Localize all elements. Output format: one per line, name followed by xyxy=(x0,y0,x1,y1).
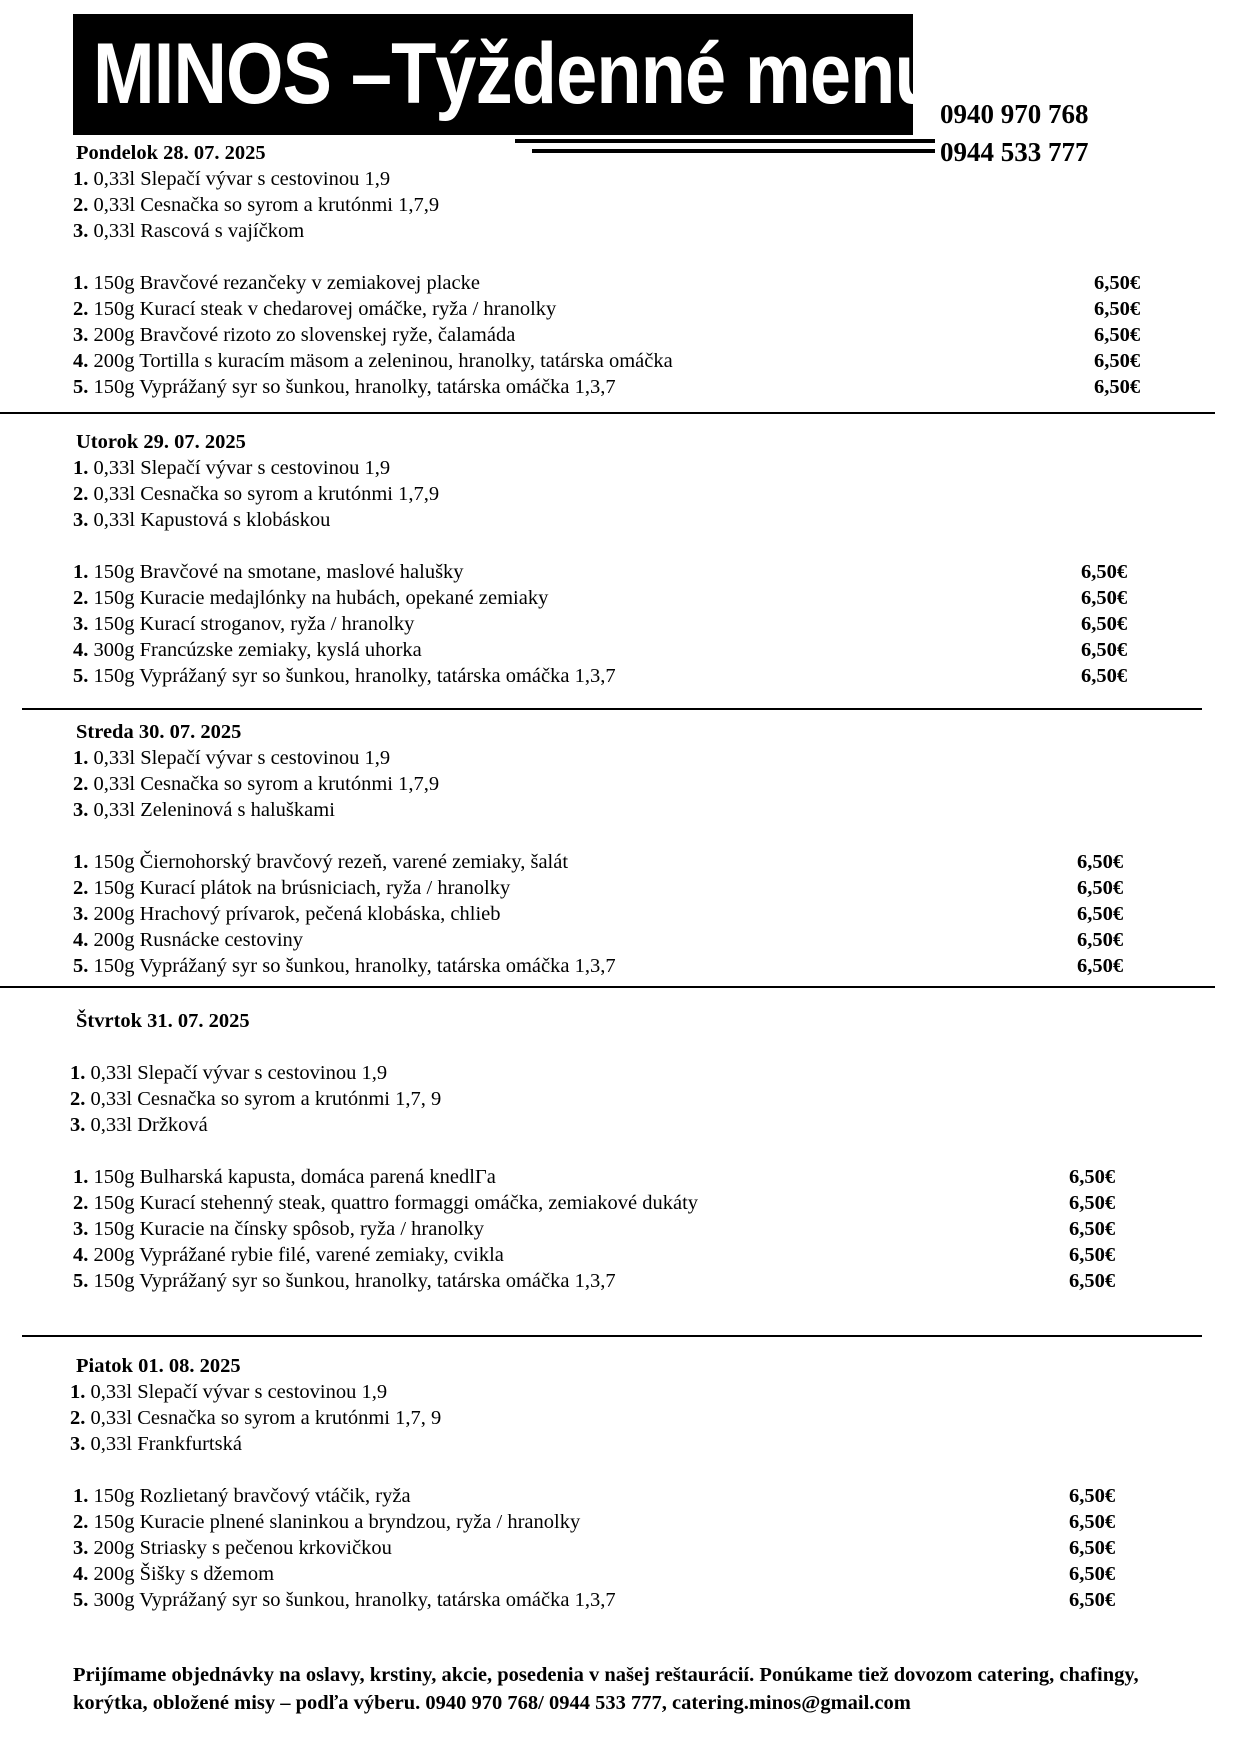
item-description: 200g Hrachový prívarok, pečená klobáska, chlieb xyxy=(88,903,501,925)
item-price: 6,50€ xyxy=(1069,1563,1116,1585)
item-description: 150g Kuracie plnené slaninkou a bryndzou, ryža / hranolky xyxy=(88,1511,581,1533)
item-number: 4. xyxy=(73,639,89,661)
item-description: 150g Kurací stroganov, ryža / hranolky xyxy=(88,613,415,635)
item-number: 3. xyxy=(73,799,89,821)
soup-item xyxy=(0,797,1241,823)
spacer xyxy=(0,1457,1241,1483)
item-price: 6,50€ xyxy=(1094,324,1141,346)
spacer xyxy=(0,1034,1241,1060)
item-number: 1. xyxy=(73,747,89,769)
day-date: Štvrtok 31. 07. 2025 xyxy=(76,1010,250,1032)
main-dish-item xyxy=(0,901,1241,927)
item-number: 1. xyxy=(73,272,89,294)
item-price: 6,50€ xyxy=(1069,1192,1116,1214)
day-title xyxy=(0,140,1241,166)
item-description: 200g Bravčové rizoto zo slovenskej ryže, čalamáda xyxy=(88,324,516,346)
main-dish-item-text xyxy=(73,1216,484,1242)
item-description: 0,33l Cesnačka so syrom a krutónmi 1,7, 9 xyxy=(85,1407,442,1429)
main-dish-item xyxy=(0,1268,1241,1294)
main-dish-item-text xyxy=(73,585,548,611)
item-number: 1. xyxy=(73,561,89,583)
item-number: 3. xyxy=(73,613,89,635)
item-description: 150g Vyprážaný syr so šunkou, hranolky, tatárska omáčka 1,3,7 xyxy=(88,376,616,398)
main-dish-item xyxy=(0,953,1241,979)
soup-item xyxy=(0,166,1241,192)
item-description: 0,33l Rascová s vajíčkom xyxy=(88,220,305,242)
main-dish-item-text xyxy=(73,875,510,901)
item-description: 0,33l Zeleninová s haluškami xyxy=(88,799,335,821)
day-date: Pondelok 28. 07. 2025 xyxy=(76,142,266,164)
item-price: 6,50€ xyxy=(1077,851,1124,873)
item-number: 3. xyxy=(73,324,89,346)
soup-item-text xyxy=(70,1431,242,1457)
item-number: 3. xyxy=(70,1433,86,1455)
day-section xyxy=(0,719,1241,979)
main-dish-item xyxy=(0,374,1241,400)
soup-item-text xyxy=(70,1379,387,1405)
item-description: 150g Kurací stehenný steak, quattro formaggi omáčka, zemiakové dukáty xyxy=(88,1192,699,1214)
item-price: 6,50€ xyxy=(1069,1537,1116,1559)
item-price: 6,50€ xyxy=(1081,561,1128,583)
item-number: 2. xyxy=(73,483,89,505)
soup-item-text xyxy=(70,1060,387,1086)
item-price: 6,50€ xyxy=(1077,903,1124,925)
item-number: 2. xyxy=(73,587,89,609)
main-dish-item-text xyxy=(73,1483,411,1509)
item-description: 200g Šišky s džemom xyxy=(88,1563,275,1585)
item-price: 6,50€ xyxy=(1077,929,1124,951)
day-date: Utorok 29. 07. 2025 xyxy=(76,431,246,453)
day-date: Piatok 01. 08. 2025 xyxy=(76,1355,241,1377)
day-section xyxy=(0,140,1241,400)
item-price: 6,50€ xyxy=(1069,1511,1116,1533)
day-section xyxy=(0,429,1241,689)
soup-item xyxy=(0,507,1241,533)
spacer xyxy=(0,823,1241,849)
item-description: 200g Rusnácke cestoviny xyxy=(88,929,304,951)
item-number: 2. xyxy=(73,1511,89,1533)
item-description: 150g Kurací steak v chedarovej omáčke, ryža / hranolky xyxy=(88,298,557,320)
item-description: 300g Vyprážaný syr so šunkou, hranolky, tatárska omáčka 1,3,7 xyxy=(88,1589,616,1611)
soup-item xyxy=(0,1405,1241,1431)
item-price: 6,50€ xyxy=(1081,665,1128,687)
day-section xyxy=(0,1353,1241,1613)
item-price: 6,50€ xyxy=(1069,1166,1116,1188)
day-title xyxy=(0,1353,1241,1379)
soup-item xyxy=(0,218,1241,244)
item-description: 150g Kuracie medajlónky na hubách, opekané zemiaky xyxy=(88,587,549,609)
day-separator xyxy=(22,708,1202,710)
soup-item-text xyxy=(73,218,304,244)
item-price: 6,50€ xyxy=(1077,955,1124,977)
main-dish-item xyxy=(0,927,1241,953)
item-number: 2. xyxy=(70,1407,86,1429)
main-dish-item xyxy=(0,849,1241,875)
item-description: 150g Kuracie na čínsky spôsob, ryža / hranolky xyxy=(88,1218,485,1240)
day-title xyxy=(0,1008,1241,1034)
item-description: 0,33l Cesnačka so syrom a krutónmi 1,7,9 xyxy=(88,483,440,505)
item-description: 150g Vyprážaný syr so šunkou, hranolky, tatárska omáčka 1,3,7 xyxy=(88,1270,616,1292)
item-price: 6,50€ xyxy=(1094,350,1141,372)
item-description: 0,33l Cesnačka so syrom a krutónmi 1,7,9 xyxy=(88,773,440,795)
soup-item-text xyxy=(70,1405,441,1431)
soup-item-text xyxy=(70,1112,208,1138)
soup-item-text xyxy=(73,507,330,533)
item-description: 150g Kurací plátok na brúsniciach, ryža / hranolky xyxy=(88,877,511,899)
item-number: 1. xyxy=(73,168,89,190)
page-title: MINOS –Týždenné menu xyxy=(93,26,939,122)
item-description: 150g Čiernohorský bravčový rezeň, varené zemiaky, šalát xyxy=(88,851,569,873)
item-number: 3. xyxy=(73,1218,89,1240)
soup-item-text xyxy=(73,481,439,507)
item-number: 5. xyxy=(73,955,89,977)
main-dish-item-text xyxy=(73,1190,698,1216)
item-number: 5. xyxy=(73,1589,89,1611)
main-dish-item xyxy=(0,348,1241,374)
item-number: 5. xyxy=(73,376,89,398)
item-number: 4. xyxy=(73,350,89,372)
main-dish-item xyxy=(0,1509,1241,1535)
main-dish-item-text xyxy=(73,296,556,322)
main-dish-item-text xyxy=(73,559,464,585)
day-separator xyxy=(0,986,1215,988)
item-description: 0,33l Slepačí vývar s cestovinou 1,9 xyxy=(85,1062,388,1084)
item-number: 4. xyxy=(73,1244,89,1266)
main-dish-item-text xyxy=(73,611,414,637)
item-number: 1. xyxy=(73,1485,89,1507)
item-number: 3. xyxy=(73,1537,89,1559)
item-number: 1. xyxy=(73,851,89,873)
main-dish-item xyxy=(0,611,1241,637)
main-dish-item-text xyxy=(73,348,673,374)
soup-item xyxy=(0,745,1241,771)
spacer xyxy=(0,1138,1241,1164)
item-description: 0,33l Slepačí vývar s cestovinou 1,9 xyxy=(85,1381,388,1403)
soup-item xyxy=(0,1379,1241,1405)
main-dish-item-text xyxy=(73,1509,580,1535)
item-number: 2. xyxy=(73,298,89,320)
item-number: 3. xyxy=(73,509,89,531)
item-description: 200g Striasky s pečenou krkovičkou xyxy=(88,1537,392,1559)
main-dish-item xyxy=(0,296,1241,322)
item-number: 3. xyxy=(70,1114,86,1136)
main-dish-item xyxy=(0,637,1241,663)
item-number: 2. xyxy=(70,1088,86,1110)
main-dish-item xyxy=(0,270,1241,296)
item-description: 0,33l Frankfurtská xyxy=(85,1433,242,1455)
main-dish-item xyxy=(0,1561,1241,1587)
main-dish-item-text xyxy=(73,1561,274,1587)
item-description: 200g Tortilla s kuracím mäsom a zeleninou, hranolky, tatárska omáčka xyxy=(88,350,673,372)
item-number: 4. xyxy=(73,1563,89,1585)
item-number: 3. xyxy=(73,220,89,242)
day-title xyxy=(0,719,1241,745)
item-price: 6,50€ xyxy=(1069,1218,1116,1240)
item-number: 1. xyxy=(70,1381,86,1403)
item-price: 6,50€ xyxy=(1081,639,1128,661)
main-dish-item-text xyxy=(73,270,480,296)
day-date: Streda 30. 07. 2025 xyxy=(76,721,242,743)
item-description: 0,33l Držková xyxy=(85,1114,208,1136)
main-dish-item xyxy=(0,1535,1241,1561)
footer-note: Prijímame objednávky na oslavy, krstiny, akcie, posedenia v našej reštaurácií. Ponúkame tiež dovozom catering, chafingy, korýtka, obložené misy – podľa výberu. 0940 970 768/ 0944 533 777, catering.minos@gmail.com xyxy=(73,1664,1139,1714)
main-dish-item-text xyxy=(73,953,616,979)
item-description: 150g Bravčové rezančeky v zemiakovej placke xyxy=(88,272,480,294)
soup-item-text xyxy=(70,1086,441,1112)
main-dish-item xyxy=(0,559,1241,585)
soup-item xyxy=(0,1112,1241,1138)
item-description: 0,33l Cesnačka so syrom a krutónmi 1,7, 9 xyxy=(85,1088,442,1110)
spacer xyxy=(0,533,1241,559)
item-price: 6,50€ xyxy=(1081,587,1128,609)
item-price: 6,50€ xyxy=(1077,877,1124,899)
item-price: 6,50€ xyxy=(1069,1485,1116,1507)
item-number: 2. xyxy=(73,877,89,899)
main-dish-item-text xyxy=(73,901,501,927)
item-description: 200g Vyprážané rybie filé, varené zemiaky, cvikla xyxy=(88,1244,504,1266)
soup-item xyxy=(0,1086,1241,1112)
main-dish-item xyxy=(0,663,1241,689)
main-dish-item-text xyxy=(73,849,568,875)
main-dish-item-text xyxy=(73,322,515,348)
main-dish-item xyxy=(0,1164,1241,1190)
main-dish-item-text xyxy=(73,1535,392,1561)
item-description: 150g Bravčové na smotane, maslové halušky xyxy=(88,561,464,583)
item-number: 5. xyxy=(73,1270,89,1292)
item-price: 6,50€ xyxy=(1094,376,1141,398)
item-description: 150g Bulharská kapusta, domáca parená knedlГa xyxy=(88,1166,496,1188)
soup-item-text xyxy=(73,455,390,481)
item-price: 6,50€ xyxy=(1081,613,1128,635)
day-separator xyxy=(0,412,1215,414)
item-price: 6,50€ xyxy=(1069,1589,1116,1611)
main-dish-item-text xyxy=(73,1242,504,1268)
item-description: 0,33l Slepačí vývar s cestovinou 1,9 xyxy=(88,747,391,769)
item-description: 0,33l Slepačí vývar s cestovinou 1,9 xyxy=(88,168,391,190)
day-title xyxy=(0,429,1241,455)
item-number: 5. xyxy=(73,665,89,687)
item-description: 0,33l Kapustová s klobáskou xyxy=(88,509,331,531)
item-number: 1. xyxy=(73,1166,89,1188)
soup-item-text xyxy=(73,745,390,771)
main-dish-item xyxy=(0,322,1241,348)
main-dish-item-text xyxy=(73,374,616,400)
spacer xyxy=(0,244,1241,270)
title-banner xyxy=(73,14,939,135)
item-number: 2. xyxy=(73,194,89,216)
soup-item xyxy=(0,771,1241,797)
item-price: 6,50€ xyxy=(1069,1270,1116,1292)
phone-number-2: 0944 533 777 xyxy=(940,137,1089,167)
main-dish-item-text xyxy=(73,927,303,953)
main-dish-item xyxy=(0,1483,1241,1509)
main-dish-item-text xyxy=(73,637,422,663)
soup-item xyxy=(0,192,1241,218)
item-description: 150g Vyprážaný syr so šunkou, hranolky, tatárska omáčka 1,3,7 xyxy=(88,955,616,977)
main-dish-item xyxy=(0,585,1241,611)
soup-item-text xyxy=(73,166,390,192)
soup-item xyxy=(0,481,1241,507)
soup-item xyxy=(0,1431,1241,1457)
soup-item-text xyxy=(73,797,335,823)
main-dish-item xyxy=(0,1242,1241,1268)
item-price: 6,50€ xyxy=(1094,272,1141,294)
main-dish-item-text xyxy=(73,1164,496,1190)
main-dish-item xyxy=(0,1587,1241,1613)
main-dish-item xyxy=(0,1190,1241,1216)
item-price: 6,50€ xyxy=(1094,298,1141,320)
item-description: 300g Francúzske zemiaky, kyslá uhorka xyxy=(88,639,422,661)
main-dish-item-text xyxy=(73,663,616,689)
soup-item xyxy=(0,455,1241,481)
item-number: 4. xyxy=(73,929,89,951)
item-description: 150g Rozlietaný bravčový vtáčik, ryža xyxy=(88,1485,411,1507)
soup-item-text xyxy=(73,771,439,797)
main-dish-item xyxy=(0,1216,1241,1242)
day-section xyxy=(0,1008,1241,1294)
soup-item-text xyxy=(73,192,439,218)
day-separator xyxy=(22,1335,1202,1337)
main-dish-item-text xyxy=(73,1587,616,1613)
phone-number-1: 0940 970 768 xyxy=(940,99,1089,129)
main-dish-item-text xyxy=(73,1268,616,1294)
item-description: 0,33l Cesnačka so syrom a krutónmi 1,7,9 xyxy=(88,194,440,216)
item-number: 1. xyxy=(70,1062,86,1084)
item-number: 2. xyxy=(73,1192,89,1214)
main-dish-item xyxy=(0,875,1241,901)
item-number: 3. xyxy=(73,903,89,925)
item-description: 150g Vyprážaný syr so šunkou, hranolky, tatárska omáčka 1,3,7 xyxy=(88,665,616,687)
item-number: 2. xyxy=(73,773,89,795)
soup-item xyxy=(0,1060,1241,1086)
item-description: 0,33l Slepačí vývar s cestovinou 1,9 xyxy=(88,457,391,479)
item-number: 1. xyxy=(73,457,89,479)
item-price: 6,50€ xyxy=(1069,1244,1116,1266)
